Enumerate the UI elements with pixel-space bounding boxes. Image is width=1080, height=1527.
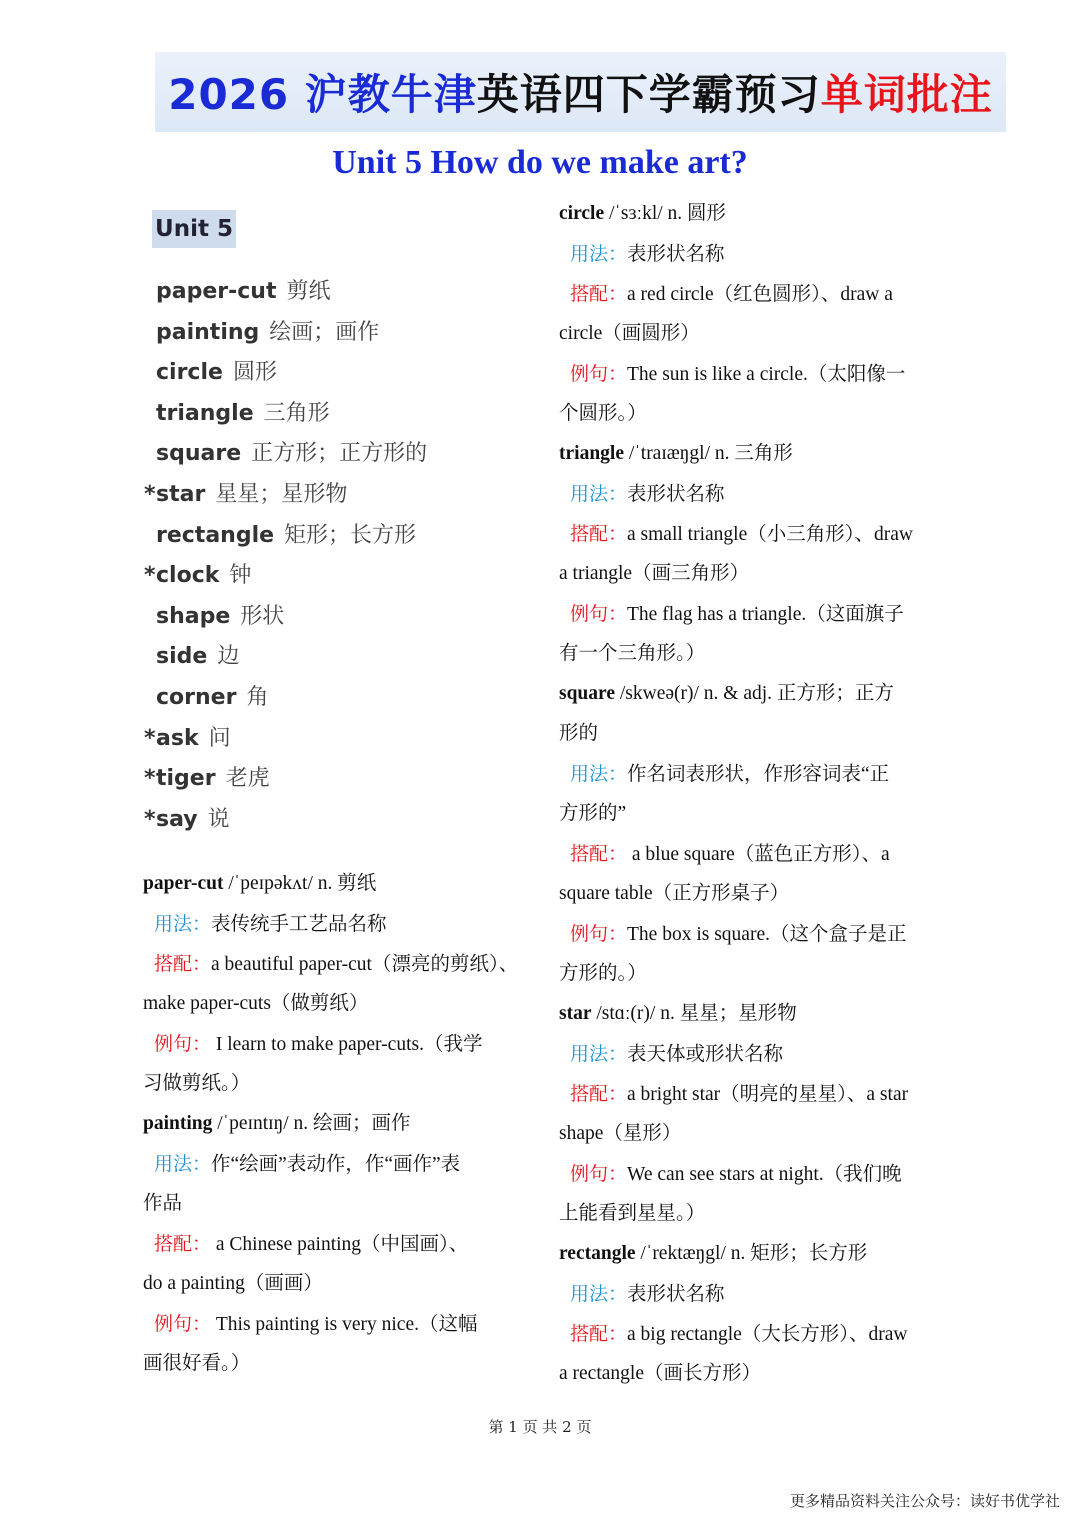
entry-example-cont: 习做剪纸。） — [143, 1073, 251, 1094]
entry-collocation-cont: make paper-cuts（做剪纸） — [143, 993, 369, 1014]
entry-usage: 用法：表天体或形状名称 — [570, 1043, 784, 1065]
entry-header-papercut: paper-cut /ˈpeɪpəkʌt/ n. 剪纸 — [143, 873, 377, 894]
banner-part-2: 英语四下学霸预习 — [476, 70, 821, 119]
entry-collocation-cont: a rectangle（画长方形） — [559, 1363, 761, 1384]
entry-usage: 用法：表形状名称 — [570, 1283, 725, 1305]
entry-collocation: 搭配：a big rectangle（大长方形）、draw — [570, 1323, 908, 1345]
vocab-item: *say 说 — [144, 806, 230, 832]
vocab-item: painting 绘画；画作 — [156, 319, 380, 345]
vocab-item: triangle 三角形 — [156, 400, 330, 426]
vocab-item: shape 形状 — [156, 603, 285, 629]
entry-collocation: 搭配：a small triangle（小三角形）、draw — [570, 523, 913, 545]
entry-example: 例句：The sun is like a circle.（太阳像一 — [570, 363, 906, 385]
banner-part-1: 2026 沪教牛津 — [168, 70, 477, 119]
page-banner — [155, 52, 1006, 132]
entry-usage-cont: 作品 — [143, 1193, 183, 1214]
footer-note: 更多精品资料关注公众号：读好书优学社 — [789, 1492, 1060, 1510]
entry-header-triangle: triangle /ˈtraɪæŋgl/ n. 三角形 — [559, 443, 793, 464]
page-number: 第 1 页 共 2 页 — [488, 1418, 592, 1436]
entry-collocation-cont: shape（星形） — [559, 1123, 682, 1144]
entry-usage: 用法：表形状名称 — [570, 243, 725, 265]
entry-header-square: square /skweə(r)/ n. & adj. 正方形；正方 — [559, 683, 894, 704]
entry-header-painting: painting /ˈpeɪntɪŋ/ n. 绘画；画作 — [143, 1113, 411, 1134]
entry-usage-cont: 方形的” — [559, 803, 627, 824]
entry-collocation: 搭配： a Chinese painting（中国画）、 — [154, 1233, 469, 1255]
entry-header-cont: 形的 — [559, 723, 599, 744]
entry-example-cont: 个圆形。） — [559, 403, 647, 424]
entry-collocation-cont: circle（画圆形） — [559, 323, 700, 344]
vocab-item: circle 圆形 — [156, 360, 277, 386]
entry-collocation: 搭配：a bright star（明亮的星星）、a star — [570, 1083, 909, 1105]
vocab-item: *star 星星；星形物 — [144, 481, 348, 507]
entry-collocation: 搭配： a blue square（蓝色正方形）、a — [570, 843, 890, 865]
entry-collocation-cont: a triangle（画三角形） — [559, 563, 750, 584]
entry-collocation: 搭配：a red circle（红色圆形）、draw a — [570, 283, 893, 305]
vocab-list — [144, 272, 427, 840]
entry-usage: 用法：作“绘画”表动作，作“画作”表 — [154, 1153, 461, 1175]
vocab-item: *clock 钟 — [144, 563, 252, 589]
entry-example-cont: 有一个三角形。） — [559, 643, 706, 664]
entry-usage: 用法：表传统手工艺品名称 — [154, 913, 387, 935]
vocab-item: corner 角 — [156, 684, 269, 710]
banner-part-3: 单词批注 — [820, 70, 993, 119]
vocab-item: paper-cut 剪纸 — [156, 279, 331, 304]
vocab-item: square 正方形；正方形的 — [156, 441, 428, 467]
entry-header-circle: circle /ˈsɜːkl/ n. 圆形 — [559, 203, 727, 224]
entry-usage: 用法：作名词表形状，作形容词表“正 — [570, 763, 890, 785]
entry-example: 例句：The flag has a triangle.（这面旗子 — [570, 603, 904, 625]
vocab-item: *ask 问 — [144, 725, 231, 751]
entry-header-rectangle: rectangle /ˈrektæŋgl/ n. 矩形；长方形 — [559, 1243, 868, 1264]
entry-header-star: star /stɑː(r)/ n. 星星；星形物 — [559, 1003, 797, 1024]
entry-example: 例句：We can see stars at night.（我们晚 — [570, 1163, 902, 1185]
entry-usage: 用法：表形状名称 — [570, 483, 725, 505]
entry-example-cont: 上能看到星星。） — [559, 1203, 706, 1224]
entry-collocation: 搭配：a beautiful paper-cut（漂亮的剪纸）、 — [154, 953, 519, 975]
left-entries — [143, 864, 533, 1384]
vocab-item: side 边 — [156, 644, 240, 670]
vocab-box-label: Unit 5 — [152, 210, 236, 248]
entry-example-cont: 方形的。） — [559, 963, 647, 984]
right-entries — [559, 194, 949, 1394]
entry-collocation-cont: square table（正方形桌子） — [559, 883, 790, 904]
vocab-item: *tiger 老虎 — [144, 766, 270, 792]
entry-collocation-cont: do a painting（画画） — [143, 1273, 323, 1294]
unit-title: Unit 5 How do we make art? — [332, 144, 748, 181]
vocab-item: rectangle 矩形；长方形 — [156, 522, 417, 548]
entry-example: 例句： I learn to make paper-cuts.（我学 — [154, 1033, 483, 1055]
entry-example: 例句：The box is square.（这个盒子是正 — [570, 923, 907, 945]
entry-example-cont: 画很好看。） — [143, 1353, 251, 1374]
entry-example: 例句： This painting is very nice.（这幅 — [154, 1313, 478, 1335]
